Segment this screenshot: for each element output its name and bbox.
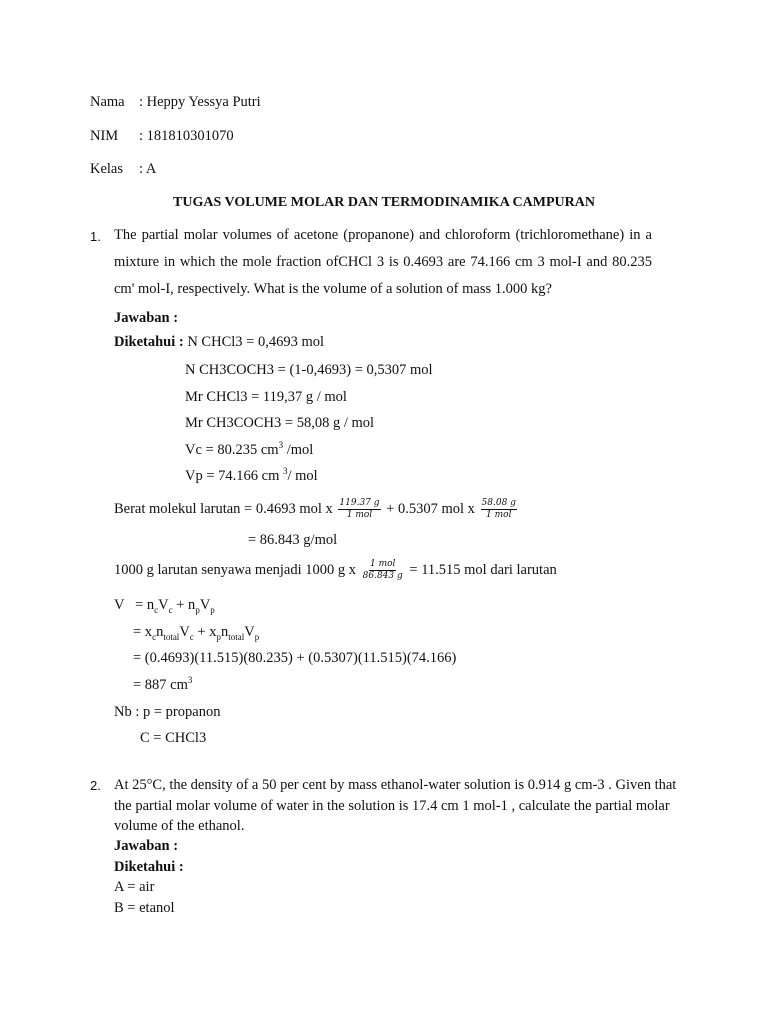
q1-mr-ch3coch3: Mr CH3COCH3 = 58,08 g / mol bbox=[185, 415, 375, 431]
kelas-label: Kelas bbox=[90, 161, 124, 177]
q2-b: B = etanol bbox=[114, 900, 175, 916]
q1-fraction-1-num: 119.37 g bbox=[339, 498, 380, 509]
q1-fraction-2-den: 1 mol bbox=[486, 510, 512, 521]
nim-value: : 181810301070 bbox=[139, 128, 234, 144]
q1-jawaban-label: Jawaban : bbox=[114, 310, 179, 326]
q1-note-2: C = CHCl3 bbox=[140, 730, 207, 746]
q1-mr-chcl3: Mr CHCl3 = 119,37 g / mol bbox=[185, 389, 347, 405]
nim-label: NIM bbox=[90, 128, 119, 144]
q1-n-chcl3: N CHCl3 = 0,4693 mol bbox=[187, 334, 325, 350]
q1-vc-text: Vc = 80.235 cm bbox=[185, 442, 279, 458]
q1-v-eq2: = $x_cn_{total}V_c + x_pn_{total}V_p$ bbox=[133, 624, 260, 642]
q1-diketahui-label: Diketahui : bbox=[114, 334, 184, 350]
q1-larutan bbox=[114, 557, 557, 583]
q1-v-result-sup: 3 bbox=[187, 675, 193, 686]
kelas-value: : A bbox=[139, 161, 157, 177]
q1-n-ch3coch3: N CH3COCH3 = (1-0,4693) = 0,5307 mol bbox=[185, 362, 433, 378]
q1-larutan-result: = 11.515 mol dari larutan bbox=[409, 562, 557, 578]
q1-question: The partial molar volumes of acetone (propanone) and chloroform (trichloromethane) in a mixture in which the mole fraction ofCHCl 3 is 0.4693 are 74.166 cm 3 mol-I and 80.235 cm' mol-I, respectively. What is the volume of a solution of mass 1.000 kg? bbox=[114, 227, 652, 297]
q1-berat-molekul bbox=[114, 496, 519, 522]
q1-vc-sup: 3 bbox=[278, 440, 284, 451]
q1-fraction-1-den: 1 mol bbox=[346, 510, 373, 521]
q1-fraction-3-den: 86.843 g bbox=[362, 571, 403, 582]
q1-v-eq3: = (0.4693)(11.515)(80.235) + (0.5307)(11.515)(74.166) bbox=[133, 650, 457, 666]
q2-jawaban-label: Jawaban : bbox=[114, 838, 179, 854]
q1-fraction-2-num: 58.08 g bbox=[481, 498, 516, 509]
q1-v-eq1: $V = n_cV_c + n_pV_p$ bbox=[114, 597, 215, 615]
q1-berat-text: Berat molekul larutan = 0.4693 mol x bbox=[114, 501, 333, 517]
q1-berat-result: = 86.843 g/mol bbox=[248, 532, 338, 548]
q1-vc-unit: /mol bbox=[283, 442, 314, 458]
q1-fraction-2 bbox=[481, 499, 517, 520]
q1-larutan-text: 1000 g larutan senyawa menjadi 1000 g x bbox=[114, 562, 357, 578]
q1-fraction-3 bbox=[362, 560, 404, 581]
q1-note-1: Nb : p = propanon bbox=[114, 704, 221, 720]
q1-number: 1. bbox=[90, 229, 101, 244]
q1-diketahui-line bbox=[114, 335, 324, 350]
q1-fraction-1 bbox=[338, 499, 380, 520]
q2-diketahui-label: Diketahui : bbox=[114, 859, 184, 875]
q1-fraction-3-num: 1 mol bbox=[369, 559, 396, 570]
q2-a: A = air bbox=[114, 879, 155, 895]
q1-vp-unit: / mol bbox=[287, 468, 318, 484]
q1-v-result: = 887 cm bbox=[133, 677, 188, 693]
q1-vp-sup: 3 bbox=[283, 466, 288, 477]
page-title: TUGAS VOLUME MOLAR DAN TERMODINAMIKA CAMPURAN bbox=[173, 195, 595, 210]
q1-vp bbox=[185, 466, 318, 484]
q1-berat-mid: + 0.5307 mol x bbox=[386, 501, 475, 517]
q1-vp-text: Vp = 74.166 cm bbox=[185, 468, 283, 484]
nama-value: : Heppy Yessya Putri bbox=[139, 94, 261, 110]
q2-question: At 25°C, the density of a 50 per cent by mass ethanol-water solution is 0.914 g cm-3 . Given that the partial molar volume of water in the solution is 17.4 cm 1 mol-1 , calculate the partial molar volume of the ethanol. bbox=[114, 777, 677, 834]
q1-v-eq4 bbox=[133, 675, 193, 693]
q2-number: 2. bbox=[90, 778, 101, 793]
nama-label: Nama bbox=[90, 94, 125, 110]
q1-vc bbox=[185, 440, 314, 458]
